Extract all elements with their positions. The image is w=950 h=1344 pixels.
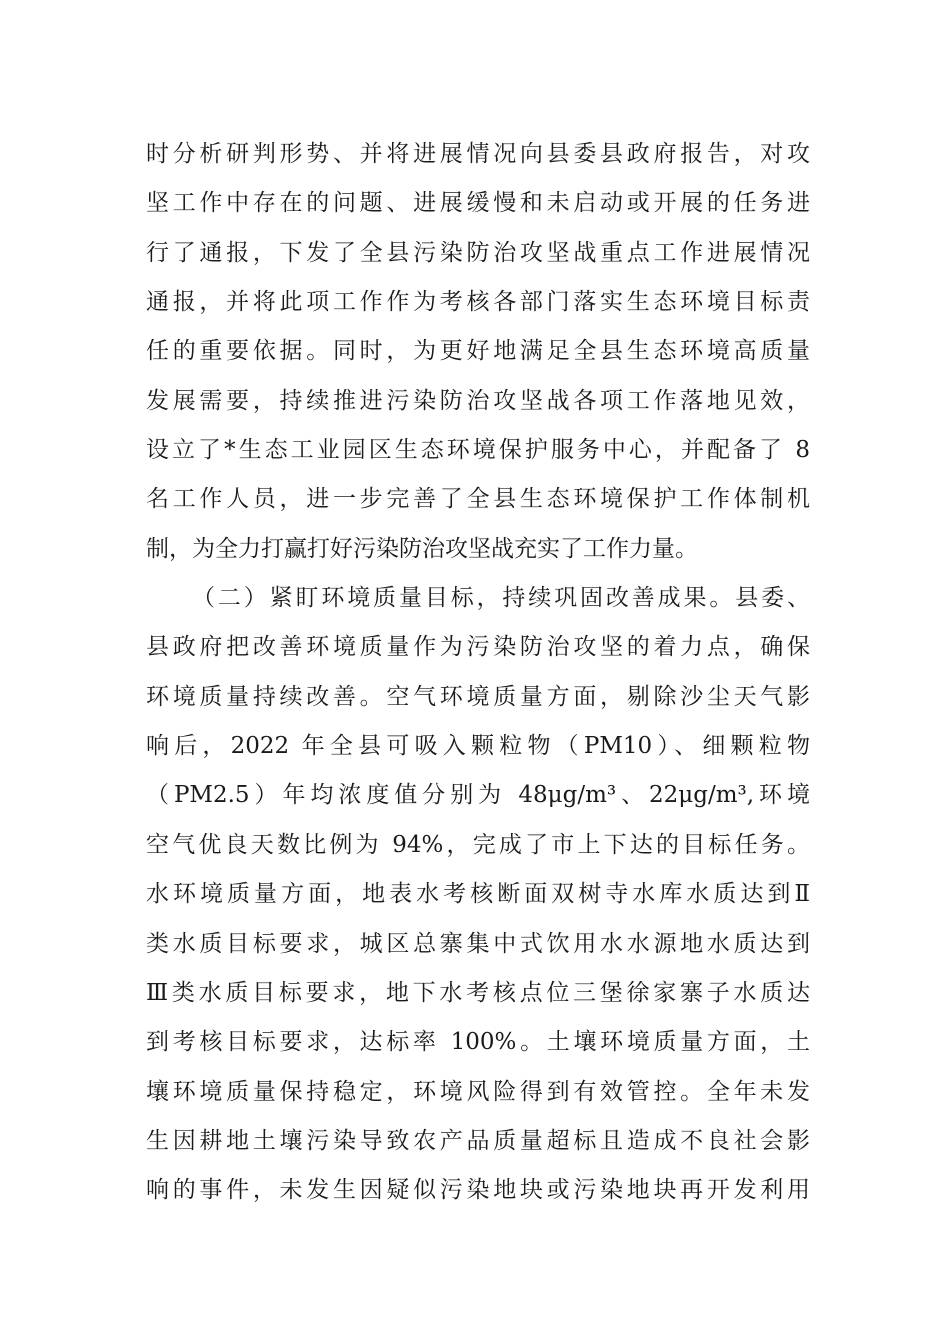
text-line: 类水质目标要求，城区总寨集中式饮用水水源地水质达到 [146,930,810,957]
section-heading-line: （二）紧盯环境质量目标，持续巩固改善成果。县委、 [192,585,810,612]
text-line: 空气优良天数比例为 94%，完成了市上下达的目标任务。 [146,831,810,858]
text-line: 发展需要，持续推进污染防治攻坚战各项工作落地见效， [146,387,810,414]
text-line: 任的重要依据。同时，为更好地满足全县生态环境高质量 [146,338,810,365]
text-line: 到考核目标要求，达标率 100%。土壤环境质量方面，土 [146,1029,810,1056]
text-line: 制，为全力打赢打好污染防治攻坚战充实了工作力量。 [146,535,698,562]
text-line: 环境质量持续改善。空气环境质量方面，剔除沙尘天气影 [146,683,810,710]
text-line: 坚工作中存在的问题、进展缓慢和未启动或开展的任务进 [146,190,810,217]
text-line: 行了通报，下发了全县污染防治攻坚战重点工作进展情况 [146,239,810,266]
text-line: 通报，并将此项工作作为考核各部门落实生态环境目标责 [146,289,810,316]
text-line: 设立了*生态工业园区生态环境保护服务中心，并配备了 8 [146,437,810,464]
text-line: 水环境质量方面，地表水考核断面双树寺水库水质达到Ⅱ [146,881,810,908]
text-line: 壤环境质量保持稳定，环境风险得到有效管控。全年未发 [146,1078,810,1105]
text-line: 响的事件，未发生因疑似污染地块或污染地块再开发利用 [146,1177,810,1204]
text-line: Ⅲ类水质目标要求，地下水考核点位三堡徐家寨子水质达 [146,979,810,1006]
text-line: （PM2.5）年均浓度值分别为 48μg/m³、22μg/m³,环境 [146,782,810,809]
text-line: 名工作人员，进一步完善了全县生态环境保护工作体制机 [146,486,810,513]
text-line: 生因耕地土壤污染导致农产品质量超标且造成不良社会影 [146,1127,810,1154]
text-line: 县政府把改善环境质量作为污染防治攻坚的着力点，确保 [146,634,810,661]
body-text [146,130,810,1216]
text-line: 时分析研判形势、并将进展情况向县委县政府报告，对攻 [146,141,810,167]
text-line: 响后，2022 年全县可吸入颗粒物（PM10）、细颗粒物 [146,733,810,760]
